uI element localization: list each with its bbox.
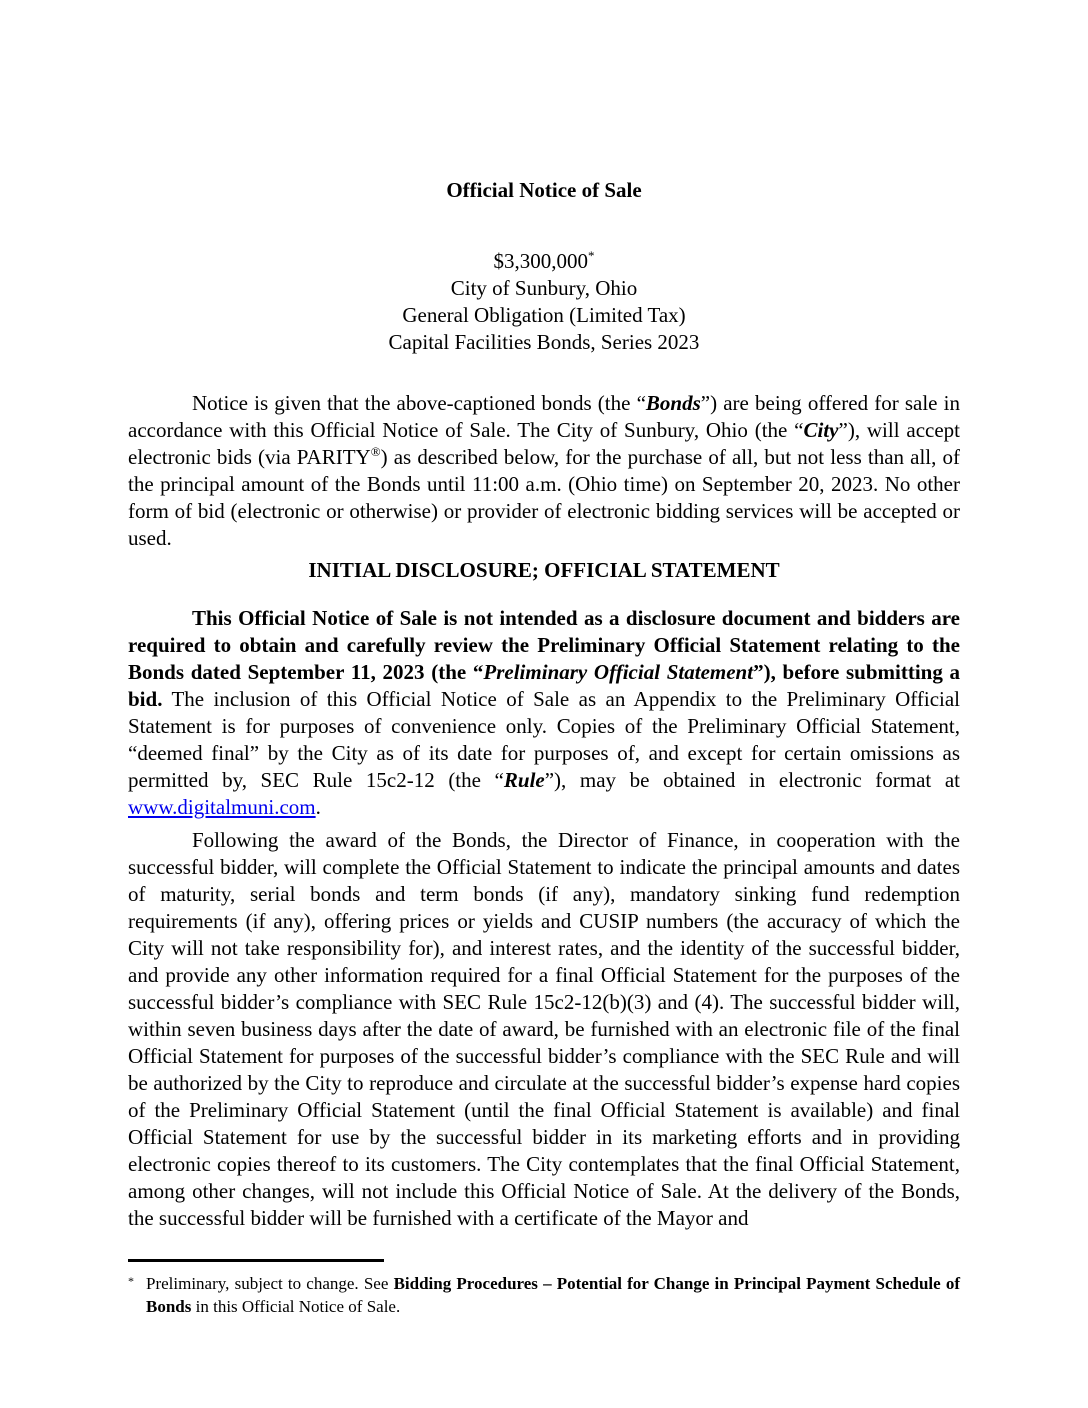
disclosure-text-1: The inclusion of this Official Notice of Sale as an Appendix to the Preliminary Official Statement is for purposes of convenience only. Copies of the Preliminary Official Statement, “deemed final” by the City as of its date for purposes of, and except for certain omissions as permitted by, SEC Rule 15c2-12 (the “ [128,687,960,792]
official-statement-paragraph: Following the award of the Bonds, the Director of Finance, in cooperation with the successful bidder, will complete the Official Statement to indicate the principal amounts and dates of maturity, serial bonds and term bonds (if any), mandatory sinking fund redemption requirements (if any), offering prices or yields and CUSIP numbers (the accuracy of which the City will not take responsibility for), and interest rates, and the identity of the successful bidder, and provide any other information required for a final Official Statement for the purposes of the successful bidder’s compliance with SEC Rule 15c2-12(b)(3) and (4). The successful bidder will, within seven business days after the date of award, be furnished with an electronic file of the final Official Statement for purposes of the successful bidder’s compliance with the SEC Rule and will be authorized by the City to reproduce and circulate at the successful bidder’s expense hard copies of the Preliminary Official Statement (until the final Official Statement is available) and final Official Statement for use by the successful bidder in its marketing efforts and in providing electronic copies thereof to its customers. The City contemplates that the final Official Statement, among other changes, will not include this Official Notice of Sale. At the delivery of the Bonds, the successful bidder will be furnished with a certificate of the Mayor and [128,828,960,1230]
footnote-text-1: Preliminary, subject to change. See [146,1274,394,1293]
issue-heading-block [128,248,960,356]
footnote-text [146,1272,960,1318]
issue-amount: $3,300,000 [493,249,588,273]
disclosure-paragraph [128,605,960,821]
intro-text-2: ”) are being offered for sale in accordance with this Official Notice of Sale. The City of Sunbury, Ohio (the “ [128,391,960,442]
footnote-body [128,1272,960,1318]
disclosure-text-3: . [315,795,321,819]
digitalmuni-link[interactable]: www.digitalmuni.com [128,795,316,819]
footnote-cross-reference: Bidding Procedures – Potential for Change in Principal Payment Schedule of Bonds [146,1274,961,1316]
intro-text-1: Notice is given that the above-captioned bonds (the “ [192,391,646,415]
disclosure-bold-lead: This Official Notice of Sale is not intended as a disclosure document and bidders are required to obtain and carefully review the Preliminary Official Statement relating to the Bonds dated September 11, 2023 (the “ [128,606,960,684]
section-heading-initial-disclosure: INITIAL DISCLOSURE; OFFICIAL STATEMENT [308,558,780,582]
defined-term-city: City [803,418,839,442]
disclosure-bold-lead-end: ”), before submitting a bid. [128,660,961,711]
intro-text-4: ) as described below, for the purchase of all, but not less than all, of the principal amount of the Bonds until 11:00 a.m. (Ohio time) on September 20, 2023. No other form of bid (electronic or otherwise) or provider of electronic bidding services will be accepted or used. [128,445,960,550]
issue-amount-line [128,248,960,275]
footnote-text-2: in this Official Notice of Sale. [191,1297,401,1316]
footnote-area [128,1259,960,1318]
issue-obligation: General Obligation (Limited Tax) [402,303,686,327]
footnote-marker: * [128,1274,134,1288]
issue-issuer: City of Sunbury, Ohio [450,276,638,300]
defined-term-bonds: Bonds [645,391,701,415]
defined-term-preliminary-official-statement: Preliminary Official Statement [483,660,754,684]
intro-paragraph [128,390,960,552]
issue-series: Capital Facilities Bonds, Series 2023 [388,330,700,354]
registered-trademark-mark: ® [370,444,381,459]
document-title: Official Notice of Sale [446,178,642,202]
footnote-separator-rule [128,1259,384,1262]
intro-text-3: ”), will accept electronic bids (via PARITY [128,418,960,469]
disclosure-text-2: ”), may be obtained in electronic format at [544,768,960,792]
amount-footnote-marker: * [588,248,595,263]
defined-term-rule: Rule [503,768,545,792]
